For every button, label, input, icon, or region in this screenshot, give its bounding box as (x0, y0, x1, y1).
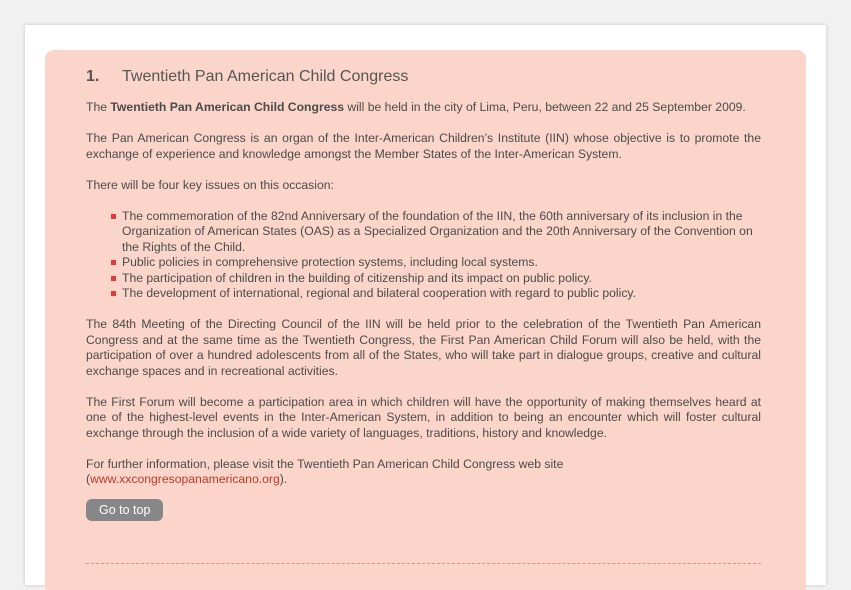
bullet-square-icon (111, 260, 116, 265)
section-heading (86, 67, 761, 87)
intro-suffix: will be held in the city of Lima, Peru, between 22 and 25 September 2009. (344, 100, 746, 114)
list-item-text: The development of international, regional and bilateral cooperation with regard to public policy. (122, 286, 636, 300)
bullet-square-icon (111, 276, 116, 281)
page-frame (25, 25, 826, 585)
link-close-paren: ). (279, 472, 288, 486)
congress-website-link[interactable]: www.xxcongresopanamericano.org (90, 472, 280, 486)
section-title: Twentieth Pan American Child Congress (122, 68, 409, 85)
section-number: 1. (86, 68, 100, 85)
organ-paragraph: The Pan American Congress is an organ of the Inter-American Children’s Institute (IIN) whose objective is to promote the exchange of experience and knowledge amongst the Member States of the Inter-American System. (86, 131, 761, 161)
intro-bold-title: Twentieth Pan American Child Congress (110, 100, 345, 114)
article-content (86, 67, 761, 521)
bullet-square-icon (111, 291, 116, 296)
list-item-text: Public policies in comprehensive protection systems, including local systems. (122, 255, 538, 269)
list-item (111, 271, 761, 287)
bullet-square-icon (111, 214, 116, 219)
list-item (111, 255, 761, 271)
content-panel (45, 50, 806, 590)
list-item-text: The commemoration of the 82nd Anniversary of the foundation of the IIN, the 60th anniversary of its inclusion in the Organization of American States (OAS) as a Specialized Organization and the 20th Anniversary of the Convention on the Rights of the Child. (122, 208, 753, 254)
go-to-top-button[interactable]: Go to top (86, 499, 163, 521)
intro-paragraph (86, 100, 761, 116)
list-item (111, 209, 761, 256)
further-info-paragraph (86, 457, 761, 488)
meeting-paragraph: The 84th Meeting of the Directing Council of the IIN will be held prior to the celebration of the Twentieth Pan American Congress and at the same time as the Twentieth Congress, the First Pan American Child Forum will also be held, with the participation of over a hundred adolescents from all of the States, who will take part in dialogue groups, creative and cultural exchange spaces and in recreational activities. (86, 317, 761, 378)
intro-prefix: The (86, 100, 111, 114)
list-item (111, 286, 761, 302)
issues-intro-paragraph: There will be four key issues on this occasion: (86, 177, 334, 192)
issues-list (86, 209, 761, 302)
further-info-text: For further information, please visit the Twentieth Pan American Child Congress web site (86, 456, 564, 471)
list-item-text: The participation of children in the building of citizenship and its impact on public policy. (122, 270, 592, 285)
forum-paragraph: The First Forum will become a participation area in which children will have the opportunity of making themselves heard at one of the highest-level events in the Inter-American System, in addition to being an encounter which will foster cultural exchange through the inclusion of a wide variety of languages, traditions, history and knowledge. (86, 394, 761, 440)
link-open-paren: ( (86, 472, 91, 486)
section-divider (86, 563, 761, 564)
